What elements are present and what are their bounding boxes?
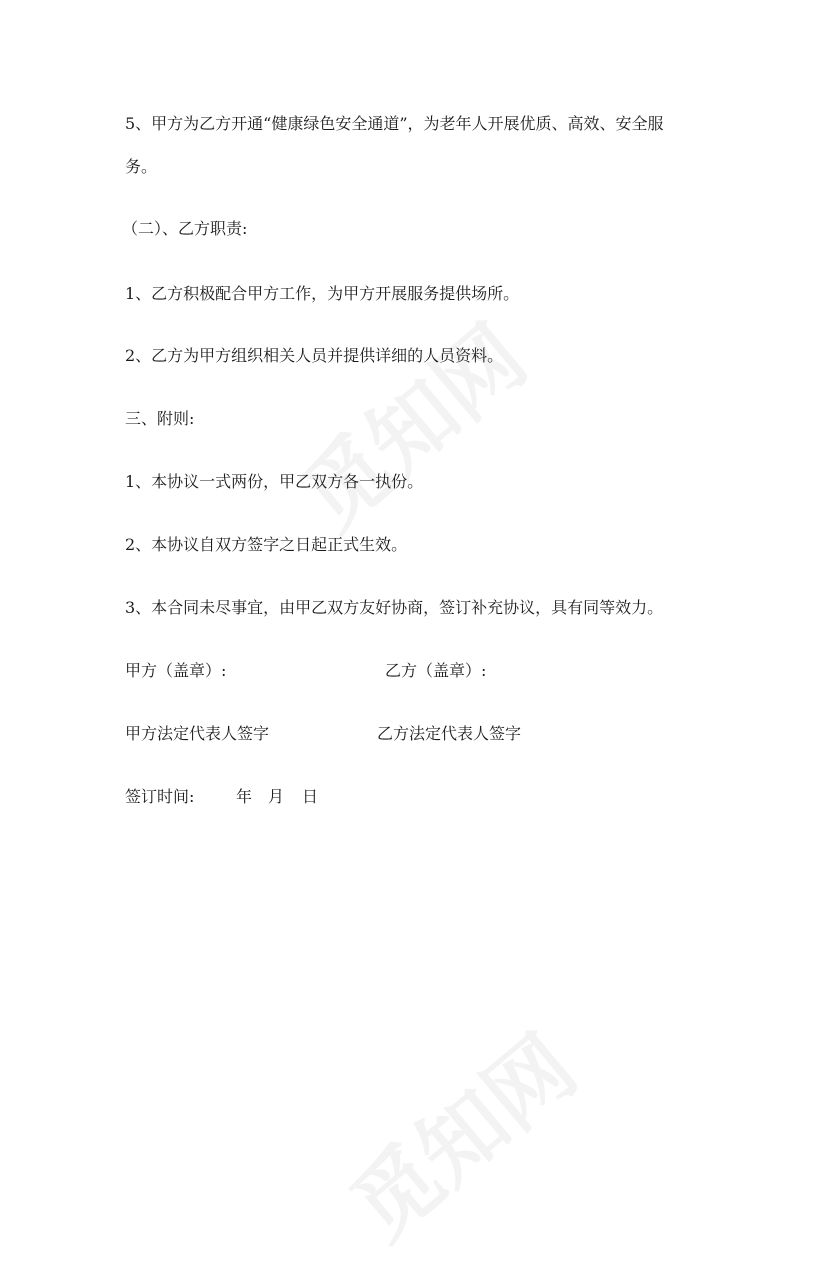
clause-c3: 3、本合同未尽事宜，由甲乙双方友好协商，签订补充协议，具有同等效力。 — [125, 598, 664, 617]
sign-year: 年 — [236, 787, 253, 806]
party-b-rep-label: 乙方法定代表人签字 — [377, 724, 522, 743]
section-heading-party-b: （二）、乙方职责: — [122, 219, 248, 238]
clause-a5-line2: 务。 — [125, 157, 158, 176]
clause-b2: 2、乙方为甲方组织相关人员并提供详细的人员资料。 — [125, 346, 504, 365]
sign-day: 日 — [302, 787, 319, 806]
watermark-lower — [320, 1002, 597, 1262]
sign-month: 月 — [268, 787, 285, 806]
watermark-upper — [270, 292, 547, 553]
clause-b1: 1、乙方积极配合甲方工作，为甲方开展服务提供场所。 — [125, 284, 520, 303]
clause-c2: 2、本协议自双方签字之日起正式生效。 — [125, 535, 408, 554]
section-heading-appendix: 三、附则: — [125, 409, 195, 428]
clause-c1: 1、本协议一式两份，甲乙双方各一执份。 — [125, 472, 424, 491]
clause-a5-line1: 5、甲方为乙方开通“健康绿色安全通道”，为老年人开展优质、高效、安全服 — [125, 114, 664, 133]
party-a-seal-label: 甲方（盖章）: — [125, 661, 227, 680]
sign-time-label: 签订时间: — [125, 787, 195, 806]
party-b-seal-label: 乙方（盖章）: — [385, 661, 487, 680]
party-a-rep-label: 甲方法定代表人签字 — [125, 724, 270, 743]
